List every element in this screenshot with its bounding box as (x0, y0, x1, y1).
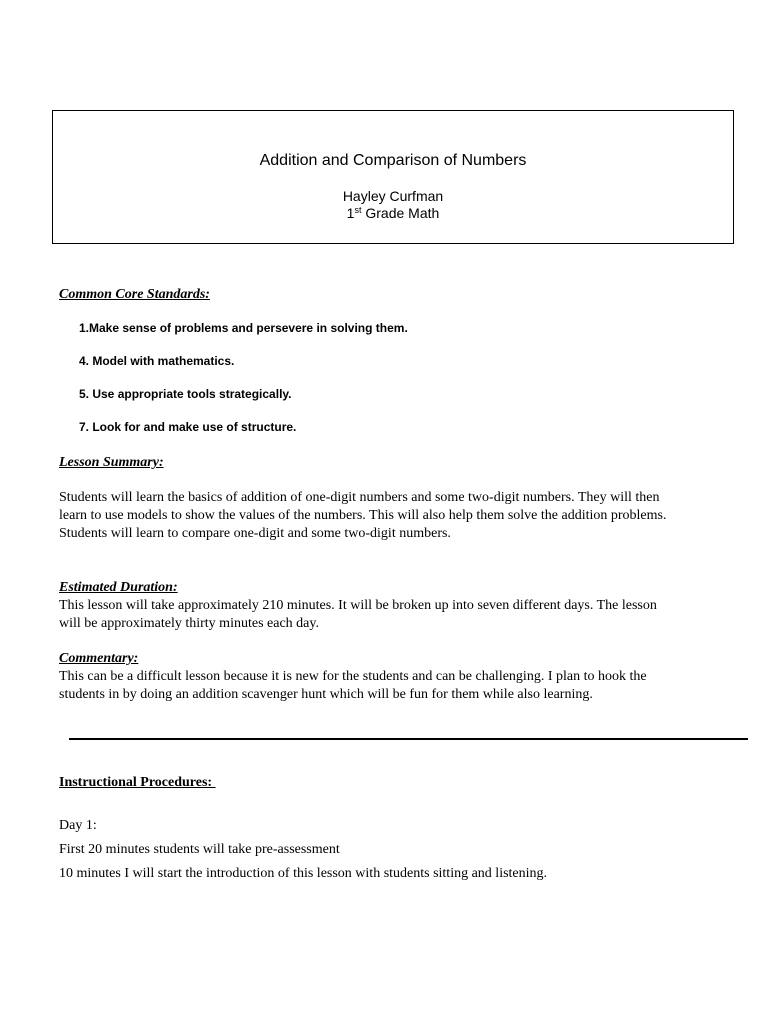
grade-subject (53, 205, 733, 221)
summary-paragraph (59, 489, 734, 543)
standards-heading: Common Core Standards: (59, 287, 210, 302)
document-title: Addition and Comparison of Numbers (259, 152, 527, 169)
commentary-heading: Commentary: (59, 651, 139, 666)
commentary-paragraph (59, 668, 734, 704)
duration-heading: Estimated Duration: (59, 580, 178, 595)
procedures-heading: Instructional Procedures: (59, 775, 216, 790)
standard-item: 4. Model with mathematics. (79, 354, 235, 368)
title-box (52, 110, 734, 244)
grade-number: 1 (346, 205, 355, 221)
grade-text: Grade Math (361, 205, 440, 221)
summary-heading: Lesson Summary: (59, 455, 164, 470)
commentary-line: students in by doing an addition scavenger hunt which will be fun for them while also learning. (59, 687, 593, 702)
day-label: Day 1: (59, 818, 97, 833)
standard-item: 1.Make sense of problems and persevere in solving them. (79, 321, 408, 335)
summary-line: Students will learn to compare one-digit and some two-digit numbers. (59, 526, 451, 541)
duration-line: will be approximately thirty minutes each day. (59, 616, 319, 631)
grade-ordinal: st (354, 205, 362, 215)
procedure-line: 10 minutes I will start the introduction of this lesson with students sitting and listening. (59, 866, 548, 881)
author-name: Hayley Curfman (342, 188, 444, 204)
duration-paragraph (59, 597, 734, 633)
summary-line: learn to use models to show the values of the numbers. This will also help them solve the addition problems. (59, 508, 667, 523)
duration-line: This lesson will take approximately 210 minutes. It will be broken up into seven different days. The lesson (59, 598, 657, 613)
commentary-line: This can be a difficult lesson because it is new for the students and can be challenging. I plan to hook the (59, 669, 647, 684)
standard-item: 5. Use appropriate tools strategically. (79, 387, 292, 401)
section-divider (69, 738, 748, 740)
procedure-line: First 20 minutes students will take pre-assessment (59, 842, 340, 857)
summary-line: Students will learn the basics of addition of one-digit numbers and some two-digit numbers. They will then (59, 490, 660, 505)
standard-item: 7. Look for and make use of structure. (79, 420, 297, 434)
